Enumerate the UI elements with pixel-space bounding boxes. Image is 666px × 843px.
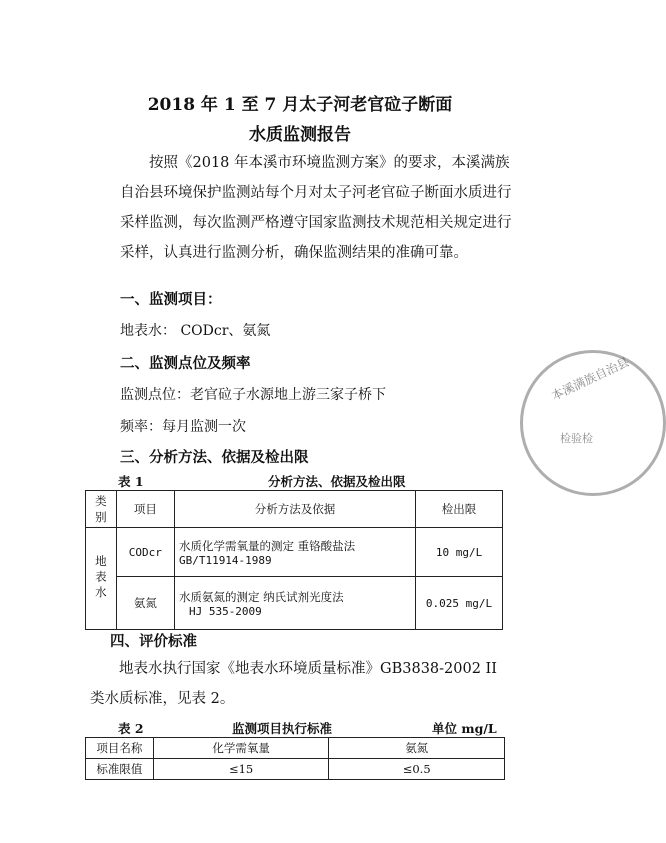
table2-label: 表 2 bbox=[118, 721, 144, 736]
header-item-name: 项目名称 bbox=[86, 738, 154, 759]
limit-cell: 0.025 mg/L bbox=[416, 577, 503, 630]
standard-table bbox=[85, 737, 505, 780]
item-cell: CODcr bbox=[116, 528, 174, 577]
header-item: 项目 bbox=[116, 491, 174, 528]
method-cell bbox=[174, 528, 415, 577]
table2-header-row bbox=[86, 738, 505, 759]
header-ammonia: 氨氮 bbox=[329, 738, 505, 759]
item-cell: 氨氮 bbox=[116, 577, 174, 630]
header-category: 类别 bbox=[86, 491, 117, 528]
report-title-line1: 2018 年 1 至 7 月太子河老官砬子断面 bbox=[147, 95, 453, 115]
method-standard: HJ 535-2009 bbox=[188, 604, 262, 618]
table2-caption: 监测项目执行标准 bbox=[232, 721, 333, 736]
limit-cell: 10 mg/L bbox=[416, 528, 503, 577]
section1-content: 地表水： CODcr、氨氮 bbox=[120, 323, 271, 339]
method-text: 水质氨氮的测定 纳氏试剂光度法 bbox=[178, 589, 344, 604]
method-text: 水质化学需氧量的测定 重铬酸盐法 bbox=[178, 538, 356, 553]
analysis-method-table bbox=[85, 490, 503, 630]
table-row bbox=[86, 759, 505, 780]
table1-header-row bbox=[86, 491, 503, 528]
method-standard: GB/T11914-1989 bbox=[178, 553, 272, 567]
ammonia-limit: ≤0.5 bbox=[329, 759, 505, 780]
table-row bbox=[86, 577, 503, 630]
intro-paragraph: 按照《2018 年本溪市环境监测方案》的要求，本溪满族自治县环境保护监测站每个月对太子河老官砬子断面水质进行采样监测，每次监测严格遵守国家监测技术规范相关规定进行采样，认真进行监测分析，确保监测结果的准确可靠。 bbox=[120, 155, 512, 261]
monitoring-point: 监测点位：老官砬子水源地上游三家子桥下 bbox=[120, 387, 386, 403]
table1-label: 表 1 bbox=[118, 474, 144, 489]
table1-caption: 分析方法、依据及检出限 bbox=[268, 474, 406, 489]
section1-heading: 一、监测项目： bbox=[120, 291, 222, 308]
category-cell: 地表水 bbox=[86, 528, 117, 630]
table-row bbox=[86, 528, 503, 577]
section4-content: 地表水执行国家《地表水环境质量标准》GB3838-2002 II 类水质标准，见表 2。 bbox=[90, 661, 498, 707]
seal-text: 本溪满族自治县 bbox=[549, 354, 632, 404]
header-limit: 检出限 bbox=[416, 491, 503, 528]
section3-heading: 三、分析方法、依据及检出限 bbox=[120, 449, 309, 466]
seal-text-lower: 检验检 bbox=[560, 432, 593, 445]
monitoring-frequency: 频率：每月监测一次 bbox=[120, 419, 246, 435]
cod-limit: ≤15 bbox=[153, 759, 329, 780]
row-label: 标准限值 bbox=[86, 759, 154, 780]
table2-unit: 单位 mg/L bbox=[432, 721, 497, 736]
section4-heading: 四、评价标准 bbox=[110, 633, 197, 650]
header-cod: 化学需氧量 bbox=[153, 738, 329, 759]
report-title-line2: 水质监测报告 bbox=[249, 125, 351, 145]
header-method: 分析方法及依据 bbox=[174, 491, 415, 528]
section2-heading: 二、监测点位及频率 bbox=[120, 355, 251, 372]
method-cell bbox=[174, 577, 415, 630]
